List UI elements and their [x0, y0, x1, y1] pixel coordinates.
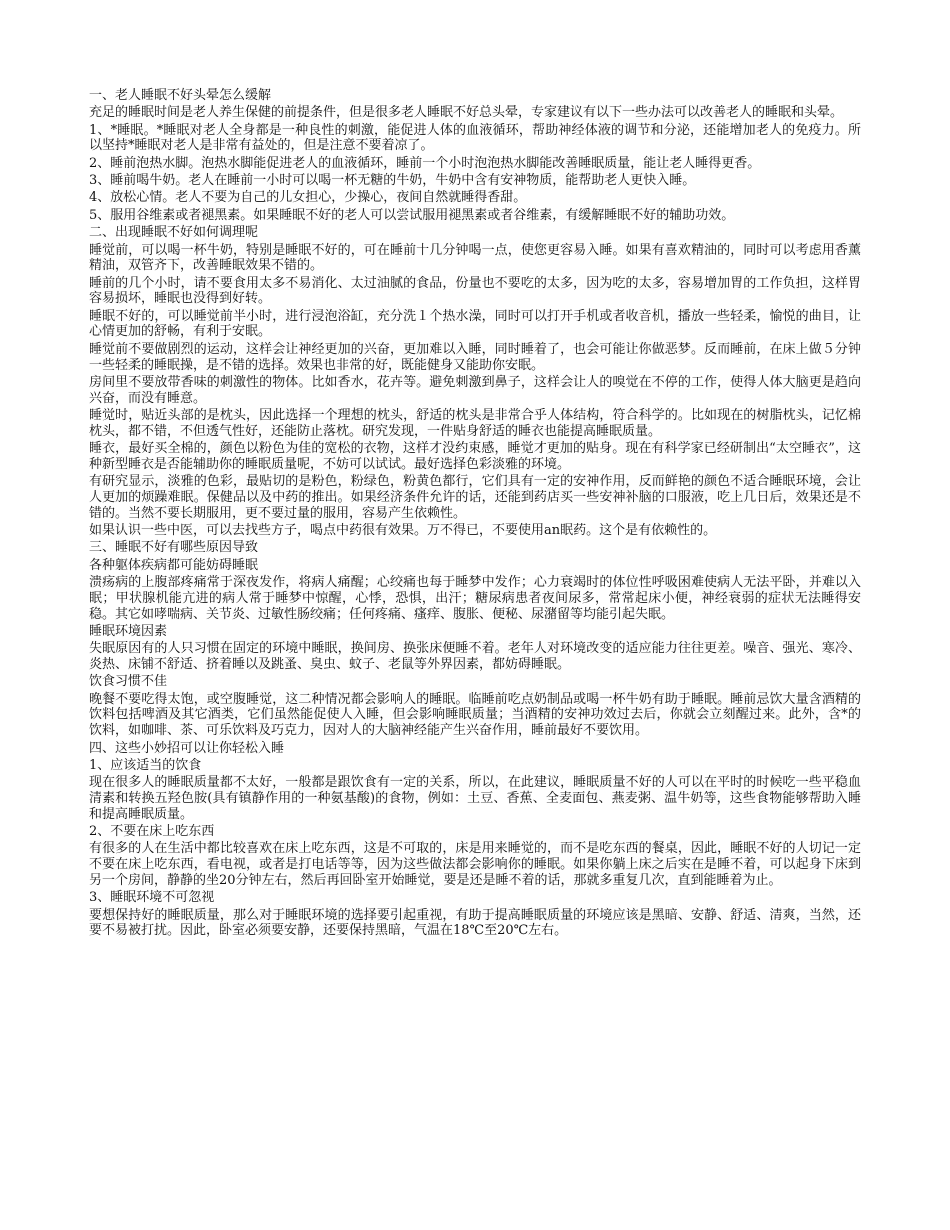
section-2-heading: 二、出现睡眠不好如何调理呢 — [89, 225, 259, 241]
tip-5: 5、服用谷维素或者褪黑素。如果睡眠不好的老人可以尝试服用褪黑素或者谷维素，有缓解睡眠不好的辅助功效。 — [89, 207, 735, 223]
tip-3: 3、睡前喝牛奶。老人在睡前一小时可以喝一杯无糖的牛奶，牛奶中含有安神物质，能帮助老人更快入睡。 — [89, 173, 696, 189]
document-page — [89, 88, 861, 941]
section-2-para-1: 睡觉前，可以喝一杯牛奶，特别是睡眠不好的，可在睡前十几分钟喝一点，使您更容易入睡。如果有喜欢精油的，同时可以考虑用香薰精油，双管齐下，改善睡眠效果不错的。 — [89, 242, 861, 274]
tip-1: 1、*睡眠。*睡眠对老人全身都是一种良性的刺激，能促进人体的血液循环，帮助神经体液的调节和分泌，还能增加老人的免疫力。所以坚持*睡眠对老人是非常有益处的，但是注意不要着凉了。 — [89, 122, 861, 154]
section-2-para-2: 睡前的几个小时，请不要食用太多不易消化、太过油腻的食品，份量也不要吃的太多，因为吃的太多，容易增加胃的工作负担，这样胃容易损坏，睡眠也没得到好转。 — [89, 275, 861, 307]
section-4-heading: 四、这些小妙招可以让你轻松入睡 — [89, 740, 285, 756]
subsection-diet: 饮食习惯不佳 — [89, 674, 168, 690]
section-2-para-8: 有研究显示，淡雅的色彩，最贴切的是粉色，粉绿色，粉黄色都行，它们具有一定的安神作用，反而鲜艳的颜色不适合睡眠环境，会让人更加的烦躁难眠。保健品以及中药的推出。如果经济条件允许的话，还能到药店买一些安神补脑的口服液，吃上几日后，效果还是不错的。当然不要长期服用，更不要过量的服用，容易产生依赖性。 — [89, 474, 861, 521]
section-3-heading: 三、睡眠不好有哪些原因导致 — [89, 540, 259, 556]
trick-2-para: 有很多的人在生活中都比较喜欢在床上吃东西，这是不可取的，床是用来睡觉的，而不是吃东西的餐桌，因此，睡眠不好的人切记一定不要在床上吃东西，看电视，或者是打电话等等，因为这些做法都会影响你的睡眠。如果你躺上床之后实在是睡不着，可以起身下床到另一个房间，静静的坐20分钟左右，然后再回卧室开始睡觉，要是还是睡不着的话，那就多重复几次，直到能睡着为止。 — [89, 841, 861, 888]
trick-2-heading: 2、不要在床上吃东西 — [89, 824, 215, 840]
body-disease-para: 溃疡病的上腹部疼痛常于深夜发作，将病人痛醒；心绞痛也每于睡梦中发作；心力衰竭时的体位性呼吸困难使病人无法平卧，并难以入眠；甲状腺机能亢进的病人常于睡梦中惊醒，心悸，恐惧，出汗；糖尿病患者夜间尿多，常常起床小便，神经衰弱的症状无法睡得安稳。其它如哮喘病、关节炎、过敏性肠绞痛；任何疼痛、瘙痒、腹胀、便秘、尿潴留等均能引起失眠。 — [89, 575, 861, 622]
section-2-para-7: 睡衣，最好买全棉的，颜色以粉色为佳的宽松的衣物，这样才没约束感，睡觉才更加的贴身。现在有科学家已经研制出“太空睡衣”，这种新型睡衣是否能辅助你的睡眠质量呢，不妨可以试试。最好选择色彩淡雅的环境。 — [89, 441, 861, 472]
section-2-para-4: 睡觉前不要做剧烈的运动，这样会让神经更加的兴奋，更加难以入睡，同时睡着了，也会可能让你做恶梦。反而睡前，在床上做５分钟一些轻柔的睡眠操，是不错的选择。效果也非常的好，既能健身又能助你安眠。 — [89, 341, 861, 373]
tip-2: 2、睡前泡热水脚。泡热水脚能促进老人的血液循环，睡前一个小时泡泡热水脚能改善睡眠质量，能让老人睡得更香。 — [89, 155, 761, 171]
subsection-body-disease: 各种躯体疾病都可能妨碍睡眠 — [89, 557, 259, 573]
section-2-para-5: 房间里不要放带香味的刺激性的物体。比如香水，花卉等。避免刺激到鼻子，这样会让人的嗅觉在不停的工作，使得人体大脑更是趋向兴奋，而没有睡意。 — [89, 374, 861, 406]
section-2-para-9: 如果认识一些中医，可以去找些方子，喝点中药很有效果。万不得已，不要使用an眠药。这个是有依赖性的。 — [89, 523, 717, 538]
trick-1-para: 现在很多人的睡眠质量都不太好，一般都是跟饮食有一定的关系，所以，在此建议，睡眠质量不好的人可以在平时的时候吃一些平稳血清素和转换五羟色胺(具有镇静作用的一种氨基酸)的食物，例如：土豆、香蕉、全麦面包、燕麦粥、温牛奶等，这些食物能够帮助入睡和提高睡眠质量。 — [89, 775, 861, 822]
diet-para: 晚餐不要吃得太饱，或空腹睡觉，这二种情况都会影响人的睡眠。临睡前吃点奶制品或喝一杯牛奶有助于睡眠。睡前忌饮大量含酒精的饮料包括啤酒及其它酒类，它们虽然能促使人入睡，但会影响睡眠质量；当酒精的安神功效过去后，你就会立刻醒过来。此外，含*的饮料，如咖啡、茶、可乐饮料及巧克力，因对人的大脑神经能产生兴奋作用，睡前最好不要饮用。 — [89, 691, 861, 739]
section-1-heading: 一、老人睡眠不好头晕怎么缓解 — [89, 88, 272, 103]
section-1-intro: 充足的睡眠时间是老人养生保健的前提条件，但是很多老人睡眠不好总头晕，专家建议有以下一些办法可以改善老人的睡眠和头晕。 — [89, 105, 844, 121]
trick-3-heading: 3、睡眠环境不可忽视 — [89, 890, 215, 906]
environment-para: 失眠原因有的人只习惯在固定的环境中睡眠，换间房、换张床便睡不着。老年人对环境改变的适应能力往往更差。噪音、强光、寒冷、炎热、床铺不舒适、挤着睡以及跳蚤、臭虫、蚊子、老鼠等外界因素，都妨碍睡眠。 — [89, 641, 861, 672]
subsection-environment: 睡眠环境因素 — [89, 623, 168, 639]
trick-1-heading: 1、应该适当的饮食 — [89, 757, 202, 773]
section-2-para-3: 睡眠不好的，可以睡觉前半小时，进行浸泡浴缸，充分洗１个热水澡，同时可以打开手机或者收音机，播放一些轻柔，愉悦的曲目，让心情更加的舒畅，有利于安眠。 — [89, 308, 861, 340]
tip-4: 4、放松心情。老人不要为自己的儿女担心，少操心，夜间自然就睡得香甜。 — [89, 190, 527, 206]
section-2-para-6: 睡觉时，贴近头部的是枕头，因此选择一个理想的枕头，舒适的枕头是非常合乎人体结构，符合科学的。比如现在的树脂枕头，记忆棉枕头，都不错，不但透气性好，还能防止落枕。研究发现，一件贴身舒适的睡衣也能提高睡眠质量。 — [89, 407, 861, 439]
trick-3-para: 要想保持好的睡眠质量，那么对于睡眠环境的选择要引起重视，有助于提高睡眠质量的环境应该是黑暗、安静、舒适、清爽，当然，还要不易被打扰。因此，卧室必须要安静，还要保持黑暗，气温在18℃至20℃左右。 — [89, 907, 861, 939]
